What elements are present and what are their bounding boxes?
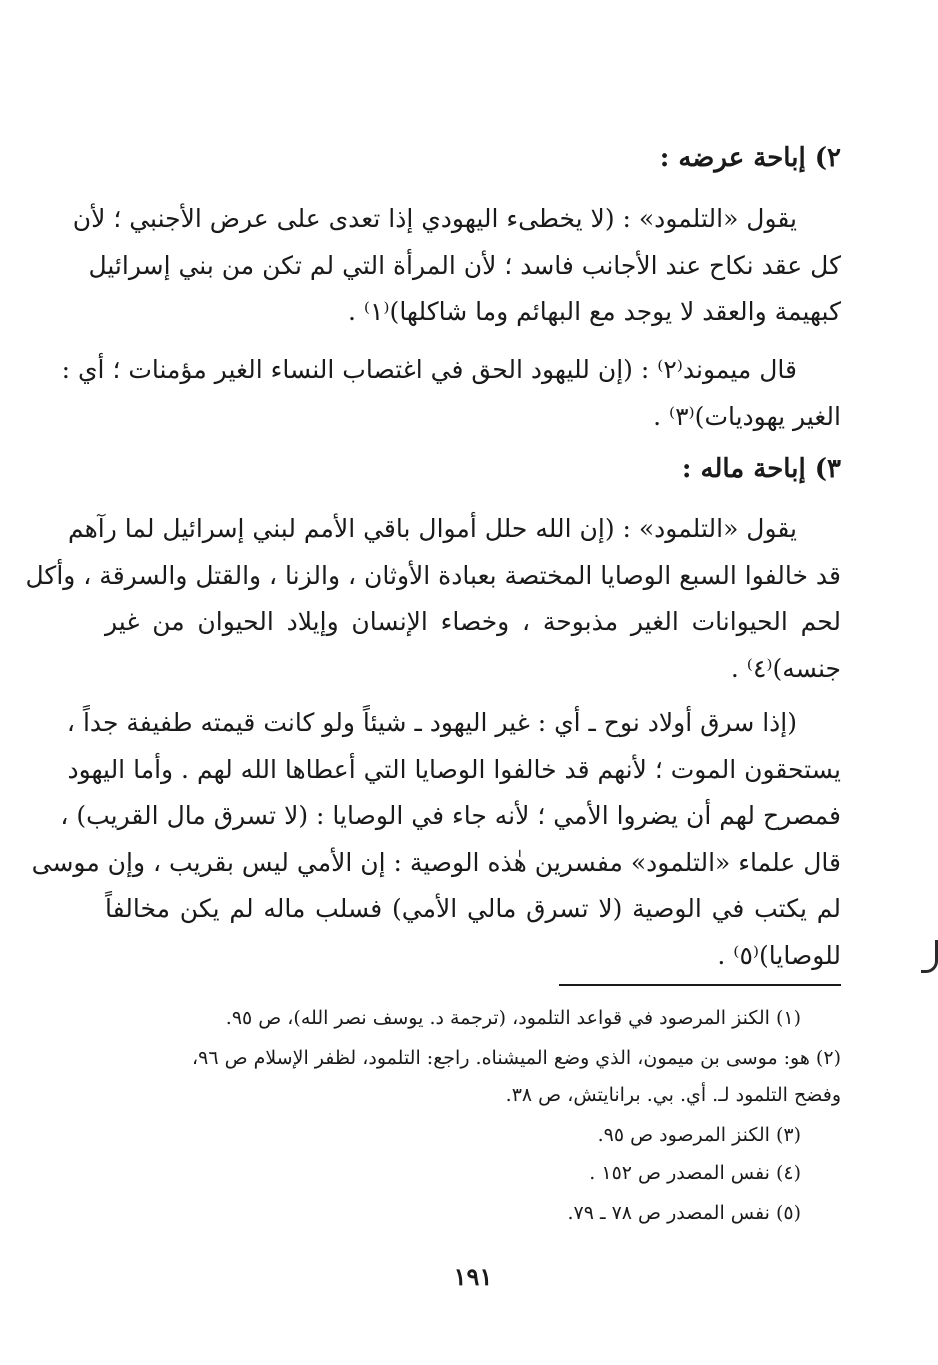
section-heading-2: ٢) إباحة عرضه :	[659, 143, 841, 173]
paragraph-line: قد خالفوا السبع الوصايا المختصة بعبادة الأوثان ، والزنا ، والقتل والسرقة ، وأكل	[25, 560, 841, 590]
paragraph-line: الغير يهوديات)⁽٣⁾ .	[653, 401, 841, 431]
paragraph-line: لم يكتب في الوصية (لا تسرق مالي الأمي) فسلب ماله لم يكن مخالفاً	[105, 894, 841, 923]
footnote-4: (٤) نفس المصدر ص ١٥٢ .	[589, 1162, 801, 1184]
paragraph-talmud-property	[25, 506, 841, 692]
paragraph-line: كبهيمة والعقد لا يوجد مع البهائم وما شاكلها)⁽١⁾ .	[347, 297, 841, 326]
paragraph-line: فمصرح لهم أن يضروا الأمي ؛ لأنه جاء في الوصايا : (لا تسرق مال القريب) ،	[60, 801, 841, 830]
page-number: ١٩١	[453, 1262, 493, 1291]
paragraph-line: كل عقد نكاح عند الأجانب فاسد ؛ لأن المرأة التي لم تكن من بني إسرائيل	[88, 250, 841, 280]
footnote-2-line-1: (٢) هو: موسى بن ميمون، الذي وضع الميشناه. راجع: التلمود، لظفر الإسلام ص ٩٦،	[191, 1047, 841, 1069]
paragraph-line: يقول «التلمود» : (إن الله حلل أموال باقي الأمم لبني إسرائيل لما رآهم	[67, 514, 797, 543]
footnote-5: (٥) نفس المصدر ص ٧٨ ـ ٧٩.	[567, 1202, 801, 1224]
paragraph-line: يستحقون الموت ؛ لأنهم قد خالفوا الوصايا التي أعطاها الله لهم . وأما اليهود	[67, 754, 841, 784]
page-edge-mark	[921, 940, 938, 973]
paragraph-line: قال علماء «التلمود» مفسرين هٰذه الوصية : إن الأمي ليس بقريب ، وإن موسى	[31, 847, 841, 877]
paragraph-line: لحم الحيوانات الغير مذبوحة ، وخصاء الإنسان وإيلاد الحيوان من غير	[105, 607, 841, 636]
footnote-3: (٣) الكنز المرصود ص ٩٥.	[597, 1124, 801, 1146]
footnote-2-line-2: وفضح التلمود لـ. أي. بي. برانايتش، ص ٣٨.	[505, 1084, 841, 1106]
paragraph-line: جنسه)⁽٤⁾ .	[730, 653, 841, 683]
section-heading-3: ٣) إباحة ماله :	[681, 454, 841, 484]
paragraph-noah-sons	[31, 700, 841, 979]
paragraph-talmud-honor	[72, 196, 841, 336]
paragraph-line: (إذا سرق أولاد نوح ـ أي : غير اليهود ـ شيئاً ولو كانت قيمته طفيفة جداً ،	[66, 708, 797, 737]
footnote-divider	[559, 984, 841, 986]
paragraph-line: قال ميموند⁽٢⁾ : (إن لليهود الحق في اغتصاب النساء الغير مؤمنات ؛ أي :	[61, 355, 797, 384]
paragraph-maimonides	[61, 347, 841, 440]
paragraph-line: للوصايا)⁽٥⁾ .	[717, 940, 841, 970]
footnote-1: (١) الكنز المرصود في قواعد التلمود، (ترجمة د. يوسف نصر الله)، ص ٩٥.	[225, 1007, 801, 1029]
book-page	[25, 0, 841, 1365]
paragraph-line: يقول «التلمود» : (لا يخطىء اليهودي إذا تعدى على عرض الأجنبي ؛ لأن	[72, 204, 797, 233]
